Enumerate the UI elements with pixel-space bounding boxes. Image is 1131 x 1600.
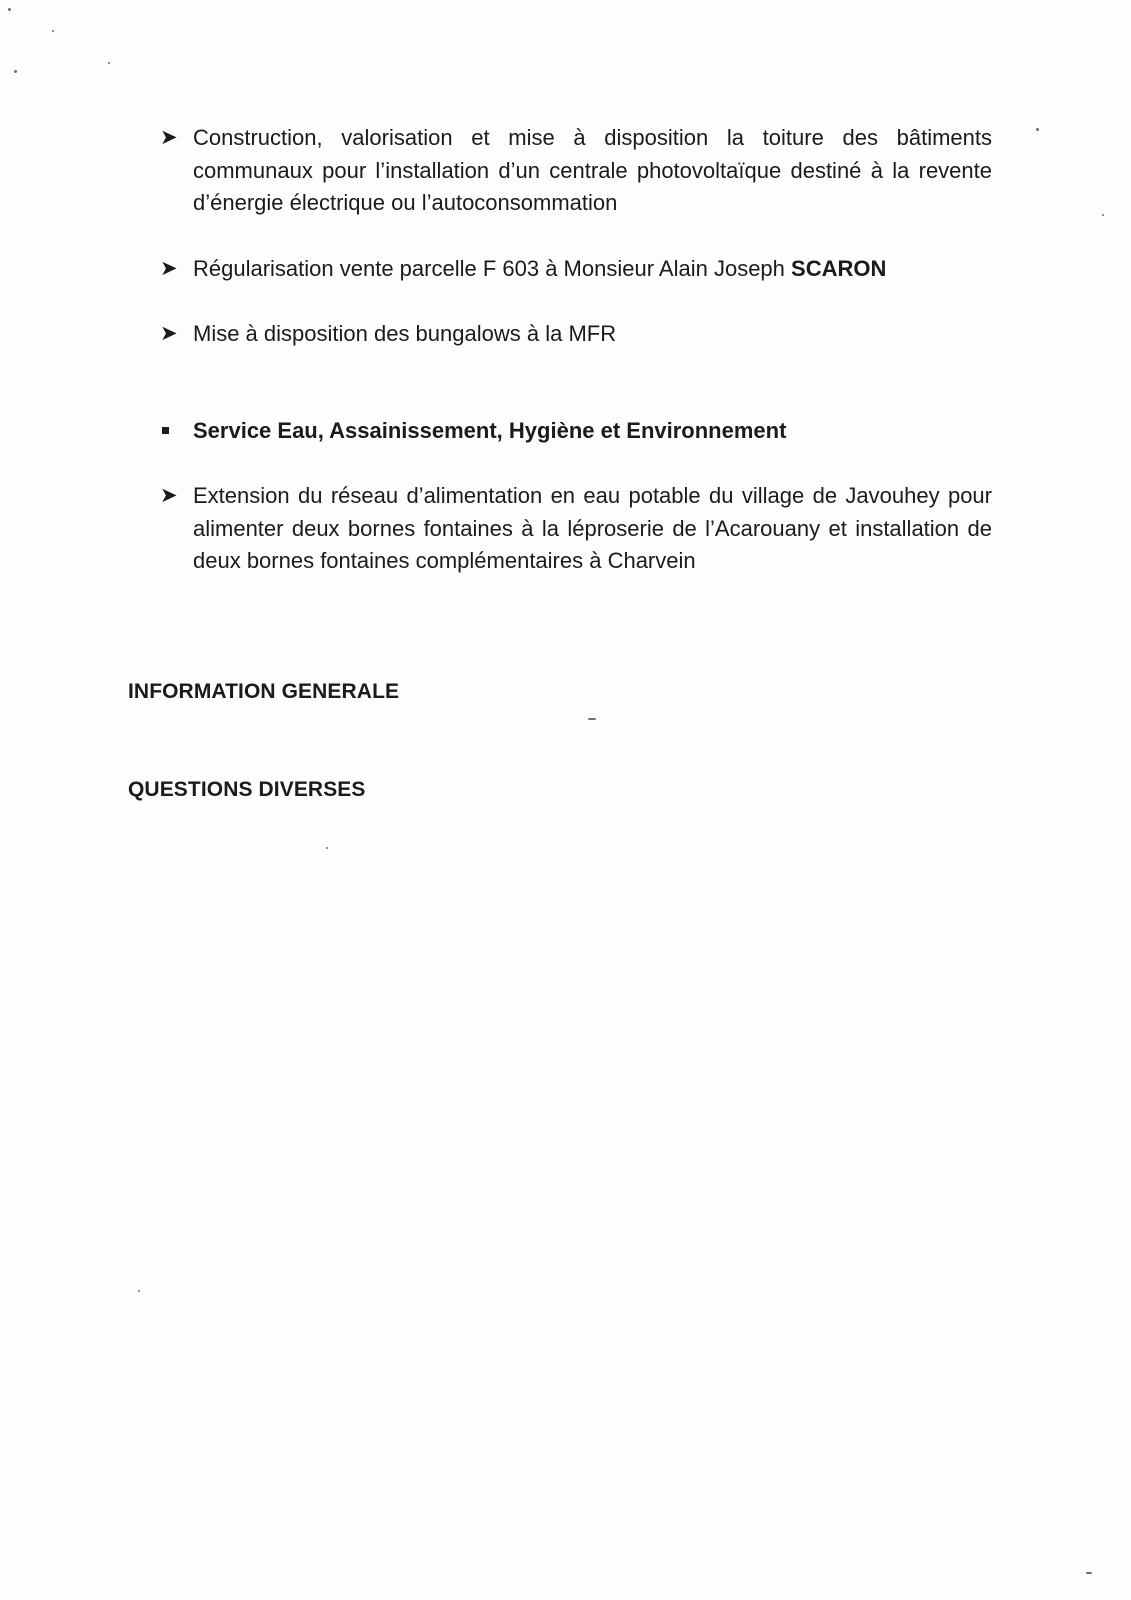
scan-speck [1086,1572,1092,1574]
list-item [160,122,992,220]
questions-heading: QUESTIONS DIVERSES [128,778,366,801]
scan-speck [1036,128,1039,131]
scan-speck [138,1290,140,1292]
list-item-text-prefix: Régularisation vente parcelle F 603 à Monsieur Alain Joseph [193,256,792,281]
list-item-text: Extension du réseau d’alimentation en eau potable du village de Javouhey pour alimenter deux bornes fontaines à la léproserie de l’Acarouany et installation de deux bornes fontaines complémentaires à Charvein [193,483,992,573]
person-name: SCARON [791,256,887,281]
arrow-bullet-icon: ➤ [160,322,178,345]
list-item-text: Mise à disposition des bungalows à la MFR [193,321,617,346]
information-heading: INFORMATION GENERALE [128,680,400,703]
scan-speck [326,847,328,849]
scan-speck [108,62,110,64]
service-section [160,415,992,448]
list-item-text: Construction, valorisation et mise à disposition la toiture des bâtiments communaux pour l’installation d’un centrale photovoltaïque destiné à la revente d’énergie électrique ou l’autoconsommation [193,125,992,215]
scan-speck [588,718,596,720]
arrow-bullet-icon: ➤ [160,126,178,149]
list-item-text [193,253,992,286]
square-bullet-icon [162,427,169,434]
scan-speck [14,70,17,73]
arrow-bullet-icon: ➤ [160,257,178,280]
list-item [160,318,992,351]
scan-speck [1102,214,1104,216]
list-item [160,253,992,286]
scan-speck [8,8,11,11]
scan-speck [52,30,54,32]
list-item [160,480,992,578]
arrow-bullet-icon: ➤ [160,484,178,507]
service-title: Service Eau, Assainissement, Hygiène et Environnement [193,418,787,443]
